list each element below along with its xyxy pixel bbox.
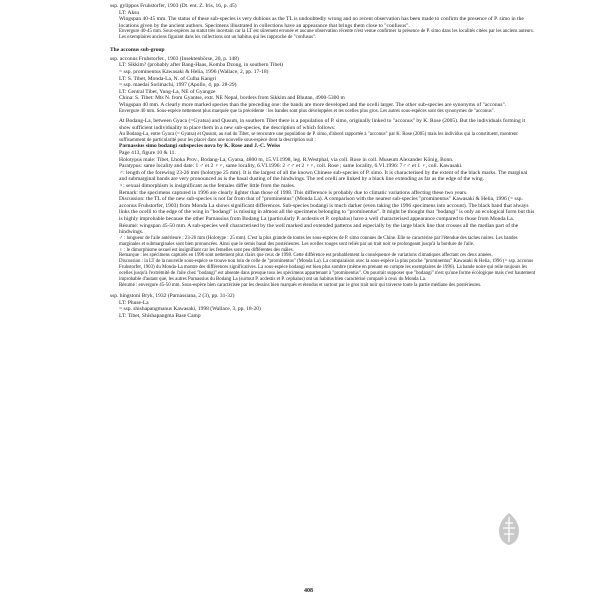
male-description-fr: ♂ : longueur de l'aile antérieure : 23-26 mm (Holotype : 25 mm). C'est la plus grande de toutes les sous-espèces de P. simo connues de Chine. Elle se caractérise par l'étendue des taches noires. Les bandes marginales et submarginales sont bien prononcées. Ainsi que le semis basal des postérieures. Les ocelles rouges sont reliés par un trait noir se prolongeant jusqu'à la bordure de l'aile. (119, 235, 518, 247)
publisher-logo-icon (496, 512, 522, 546)
remark-fr: Remarque : les spécimens capturés en 1996 sont nettement plus clairs que ceux de 1998. Cette différence est probablement la conséquence de variations climatiques affectant ces deux années. (119, 253, 493, 259)
discussion-fr: Discussion : la LT de la nouvelle sous-espèce se trouve non loin de celle de "prominentus" (Monda La). La comparaison avec la sous-espèce la plus proche "prominentus" Kawasaki & Helia, 1996 (= ssp. acconus Fruhstorfer, 1903) du Monda-La montre des différences significatives. La sous-espèce bodangi est bien plus sombre (même en prenant en compte les exemplaires de 1996). La bande noire qui relie toujours les ocelles jusqu'à l'extrémité de l'aile chez "bodangi" est absente dans presque tous les spécimens appartenant à "prominentus". On pourrait supposer que "bodangi" n'est qu'une forme écologique mais c'est hautement improbable d'autant que, les autres Parnassius du Bodang La (surtout P. acdestis et P. cephalus) ont un habitus bien caractérisé comparé à ceux du Monda La. (119, 259, 536, 283)
synonym-prominentus: = ssp. prominentus Kawasaki & Helia, 1996 (Wallace, 2, pp. 17-18) (119, 68, 269, 75)
holotypus-paragraph: Holotypus male: Tibet, Lhoka Prov., Bodang-La, Gyatsa, 4800 m, 15.VI.1998, leg. R.Westphal, via coll. Rose in coll. Museum Alexander König, Bonn. (119, 156, 454, 163)
page-number: 408 (304, 588, 313, 594)
type-locality-prominentus: LT: S. Tibet, Monda-La, N. of Culha Kangri (119, 75, 217, 82)
type-locality-maedai: LT: Central Tibet, Yung-La, NE of Gyangze (119, 88, 216, 95)
synonym-maedai: = ssp. maedai Sorimachi, 1997 (Apollo, 4, pp. 28-29) (119, 82, 237, 89)
type-locality-shishapangmanus: LT: Tibet, Shishapangma Base Camp (119, 312, 201, 319)
type-locality-hingstoni: LT: Phuse-La (119, 299, 149, 306)
distribution-acconus: China: S. Tibet: Mts N. from Gyantse, extr. NE Nepal, borders from Sikkim and Bhutan, 4900-5300 m (119, 95, 345, 102)
new-subspecies-title: Parnassius simo bodangi subspecies nova by K. Rose and J.-C. Weiss (119, 143, 281, 150)
paragraph-bodang-intro-fr: Au Bodang-La, entre Gyaca (= Gyatsa) et Qusum, au sud du Tibet, se rencontre une population de P. simo, d'abord rapportée à "acconus" par K. Rose (2005) mais les individus qui la constituent, montrent suffisamment de particularité pour les placer dans une nouvelle sous-espèce dont la description suit : (119, 131, 518, 143)
figure-reference: Page 413, figure 10 & 11. (119, 150, 176, 157)
paragraph-bodang-intro-en: At Bodang-La, between Gyaca (=Gyatsa) and Qusum, in southern Tibet there is a population of P. simo, originally linked to "acconus" by K. Rose (2005). But the individuals forming it show sufficient individuality to place them in a new sub-species, the description of which follows: (119, 118, 526, 132)
subspecies-header-gylippos: ssp. gylippos Fruhstorfer, 1903 (Dt. ent. Z. Iris, 16, p. 45) (110, 3, 237, 9)
female-description-fr: ♀ : le dimorphisme sexuel est insignifiant car les femelles sont peu différentes des mâles. (119, 247, 294, 253)
remark-en: Remark: the specimens captured in 1996 are clearly lighter than those of 1998. This difference is probably due to climatic variations affecting these two years. (119, 189, 468, 196)
paragraph-acconus-en: Wingspan 40 mm. A clearly more marked species than the preceding one: the bands are more developed and the ocelli larger. The other sub-species are synonyms of "acconus". (119, 101, 507, 108)
paragraph-acconus-fr: Envergure 40 mm. Sous-espèce nettement plus marquée que la précédente : les bandes sont plus développées et les ocelles plus gros. Les autres sous-espèces sont des synonymes de "acconus". (119, 108, 495, 114)
paragraph-gylippos-en: Wingspan 40-45 mm. The status of these sub-species is very dubious as the TL is undoubtedly wrong and no recent observation has been made to confirm the presence of P. simo in the locations given by the ancient authors. Specimens illustrated in collections have an appearance that brings them close to "confusus". (119, 16, 524, 29)
subspecies-header-hingstoni: ssp. hingstoni Bryk, 1932 (Parnassiana, 2 (3), pp. 31-32) (110, 292, 235, 299)
paragraph-gylippos-fr: Envergure 40-45 mm. Sous-espèces au statut très incertain car la LT est sûrement erronée et aucune observation récente n'est venue confirmer la présence de P. simo dans les localités citées par les anciens auteurs. Les exemplaires anciens figurant dans les collections ont un habitus qui les rapproche de "confusus". (119, 29, 534, 41)
synonym-shishapangmanus: = ssp. shishapangmanus Kawasaki, 1998 (Wallace, 3, pp. 18-20) (119, 306, 261, 313)
subspecies-header-acconus: ssp. acconus Fruhstorfer., 1903 (Insektenbörse, 20, p. 148) (110, 55, 239, 62)
resume-fr: Résumé : envergure 45-50 mm. Sous-espèce bien caractérisée par les dessins bien marqués et étendus et surtout par le gros trait noir qui traverse toute la partie médiane des postérieures. (119, 283, 482, 288)
female-description-en: ♀: sexual dimorphism is insignificant as the females differ little from the males. (119, 183, 296, 189)
resume-en: Résumé: wingspan 45-50 mm. A sub-species well characterised by the well marked and extended patterns and especially by the large black line that crosses all the median part of the hindwings. (119, 222, 519, 236)
paratypus-paragraph: Paratypus: same locality and date: 1 ♂ et 2 ♀♀, same locality, 6.VI.1996: 2 ♂♂ et 2 ♀♀, coll. Rose ; same locality, 6.VI.1996: 7♂♂ et 1 ♀, coll. Kawasaki. (119, 163, 463, 170)
section-heading-acconus: The acconus sub-group (110, 47, 165, 54)
document-page (110, 3, 536, 319)
discussion-en: Discussion: the TL of the new sub-species is not far from that of "prominentus" (Monda La). A comparison with the nearest sub-species "prominentus" Kawasaki & Helia, 1996 (= ssp. acconus Fruhstorfer, 1903) from Monda La shows significant differences. Sub-species bodangi is much darker (even taking the 1996 specimens into account). The black band that always links the ocelli to the edge of the wing in "bodangi" is missing in almost all the specimens belonging to "prominentus". It might be thought that "bodangi" is only an ecological form but this is highly improbable because the other Parnassius from Bodang La (particularly P. acdestis et P. cephalus) have a well characterised appearance compared to those from Monda La. (119, 196, 535, 222)
male-description-en: ♂: length of the forewing 23-26 mm (holotype 25 mm). It is the largest of all the known Chinese sub-species of P. simo. It is characterised by the extent of the black marks. The marginal and submarginal bands are very pronounced as is the basal dusting of the hindwings. The red ocelli are linked by a black line extending as far as the edge of the wing. (119, 169, 528, 183)
type-locality-gylippos: LT: Aksu (119, 9, 140, 16)
type-locality-acconus: LT: Sikkim? (probably after Bang-Haas, Komba Dzong, in southern Tibet) (119, 62, 284, 69)
